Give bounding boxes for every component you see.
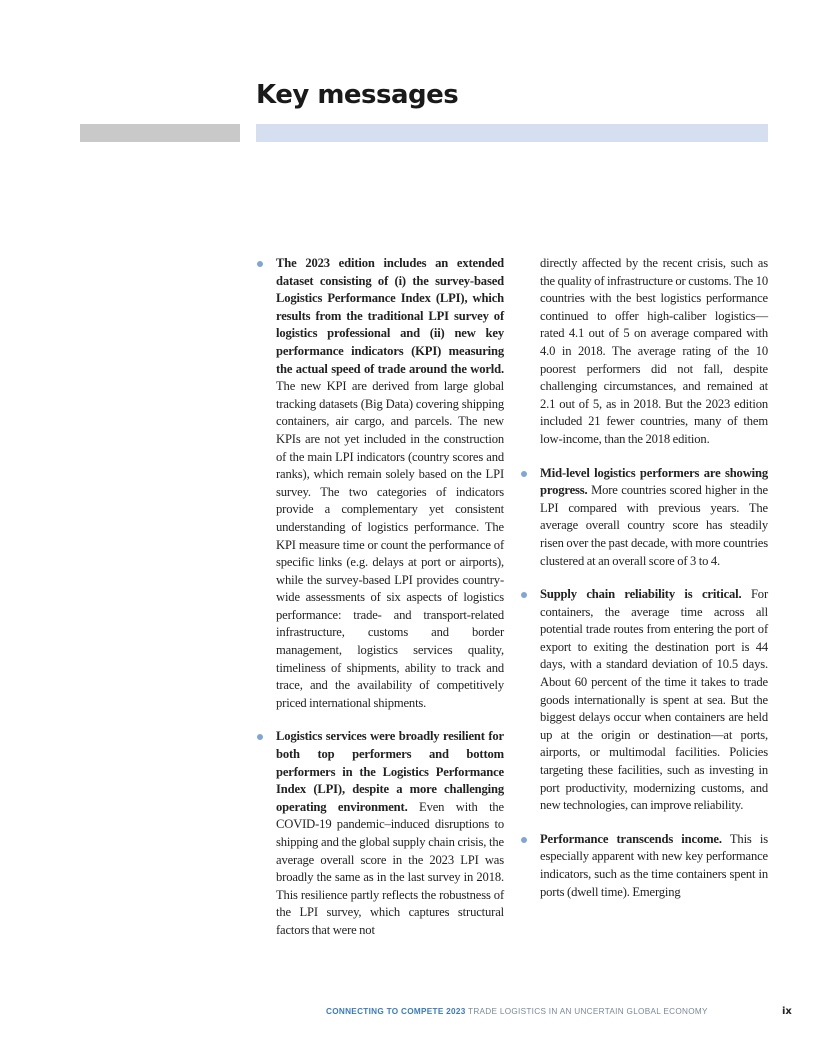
bullet-item-income [540, 831, 768, 901]
decorative-gray-bar [80, 124, 240, 142]
bullet-body: This is especially apparent with new key performance indicators, such as the time containers spent in ports (dwell time). Emerging [540, 831, 768, 899]
bullet-body: The new KPI are derived from large global tracking datasets (Big Data) covering shipping containers, air cargo, and parcels. The new KPIs are not yet included in the construction of the main LPI indicators (country scores and ranks), which remain solely based on the LPI survey. The two categories of indicators provide a complementary yet consistent understanding of logistics performance. The KPI measure time or count the performance of specific links (e.g. delays at port or airports), while the survey-based LPI provides country-wide assessments of six aspects of logistics performance: trade- and transport-related infrastructure, customs and border management, logistics services quality, timeliness of shipments, ability to track and trace, and the availability of competitively priced international shipments. [276, 379, 504, 710]
bullet-lead: Logistics services were broadly resilient for both top performers and bottom performers in the Logistics Performance Index (LPI), despite a more challenging operating environment. [276, 729, 504, 814]
footer-subtitle: TRADE LOGISTICS IN AN UNCERTAIN GLOBAL ECONOMY [465, 1007, 708, 1016]
bullet-lead: Mid-level logistics performers are showing progress. [540, 465, 768, 498]
bullet-lead: Performance transcends income. [540, 831, 722, 846]
text-column-right [540, 255, 768, 917]
bullet-item-extended-dataset [276, 255, 504, 712]
decorative-blue-bar [256, 124, 768, 142]
text-column-left [276, 255, 504, 956]
bullet-item-resilience-continued: directly affected by the recent crisis, such as the quality of infrastructure or customs. The 10 countries with the best logistics performance continued to offer high-caliber logistics—rated 4.1 out of 5 on average compared with 4.0 in 2018. The average rating of the 10 poorest performers did not fall, despite challenging circumstances, and remained at 2.1 out of 5, as in 2018. But the 2023 edition included 21 fewer countries, many of them low-income, than the 2018 edition. [540, 256, 768, 446]
bullet-body: Even with the COVID-19 pandemic–induced disruptions to shipping and the global supply chain crisis, the average overall score in the 2023 LPI was broadly the same as in the last survey in 2018. This resilience partly reflects the robustness of the LPI survey, which captures structural factors that were not [276, 799, 504, 937]
running-footer [326, 1007, 766, 1016]
bullet-item-reliability [540, 586, 768, 815]
page-title: Key messages [256, 80, 459, 110]
footer-brand: CONNECTING TO COMPETE 2023 [326, 1007, 466, 1016]
bullet-lead: Supply chain reliability is critical. [540, 587, 742, 602]
bullet-body: More countries scored higher in the LPI compared with previous years. The average overall country score has steadily risen over the past decade, with more countries clustered at an overall score of 3 to 4. [540, 483, 768, 568]
bullet-item-resilience [276, 728, 504, 939]
bullet-body: For containers, the average time across all potential trade routes from entering the port of export to exiting the destination port is 44 days, with a standard deviation of 10.5 days. About 60 percent of the time it takes to trade goods internationally is spent at sea. But the biggest delays occur when containers are held up at the origin or destination—at ports, airports, or multimodal facilities. Policies targeting these facilities, such as investing in port productivity, modernizing customs, and new technologies, can improve reliability. [540, 587, 768, 813]
page-number: ix [782, 1006, 792, 1017]
bullet-lead: The 2023 edition includes an extended dataset consisting of (i) the survey-based Logistics Performance Index (LPI), which results from the traditional LPI survey of logistics professional and (ii) new key performance indicators (KPI) measuring the actual speed of trade around the world. [276, 256, 504, 376]
bullet-item-mid-level [540, 465, 768, 571]
